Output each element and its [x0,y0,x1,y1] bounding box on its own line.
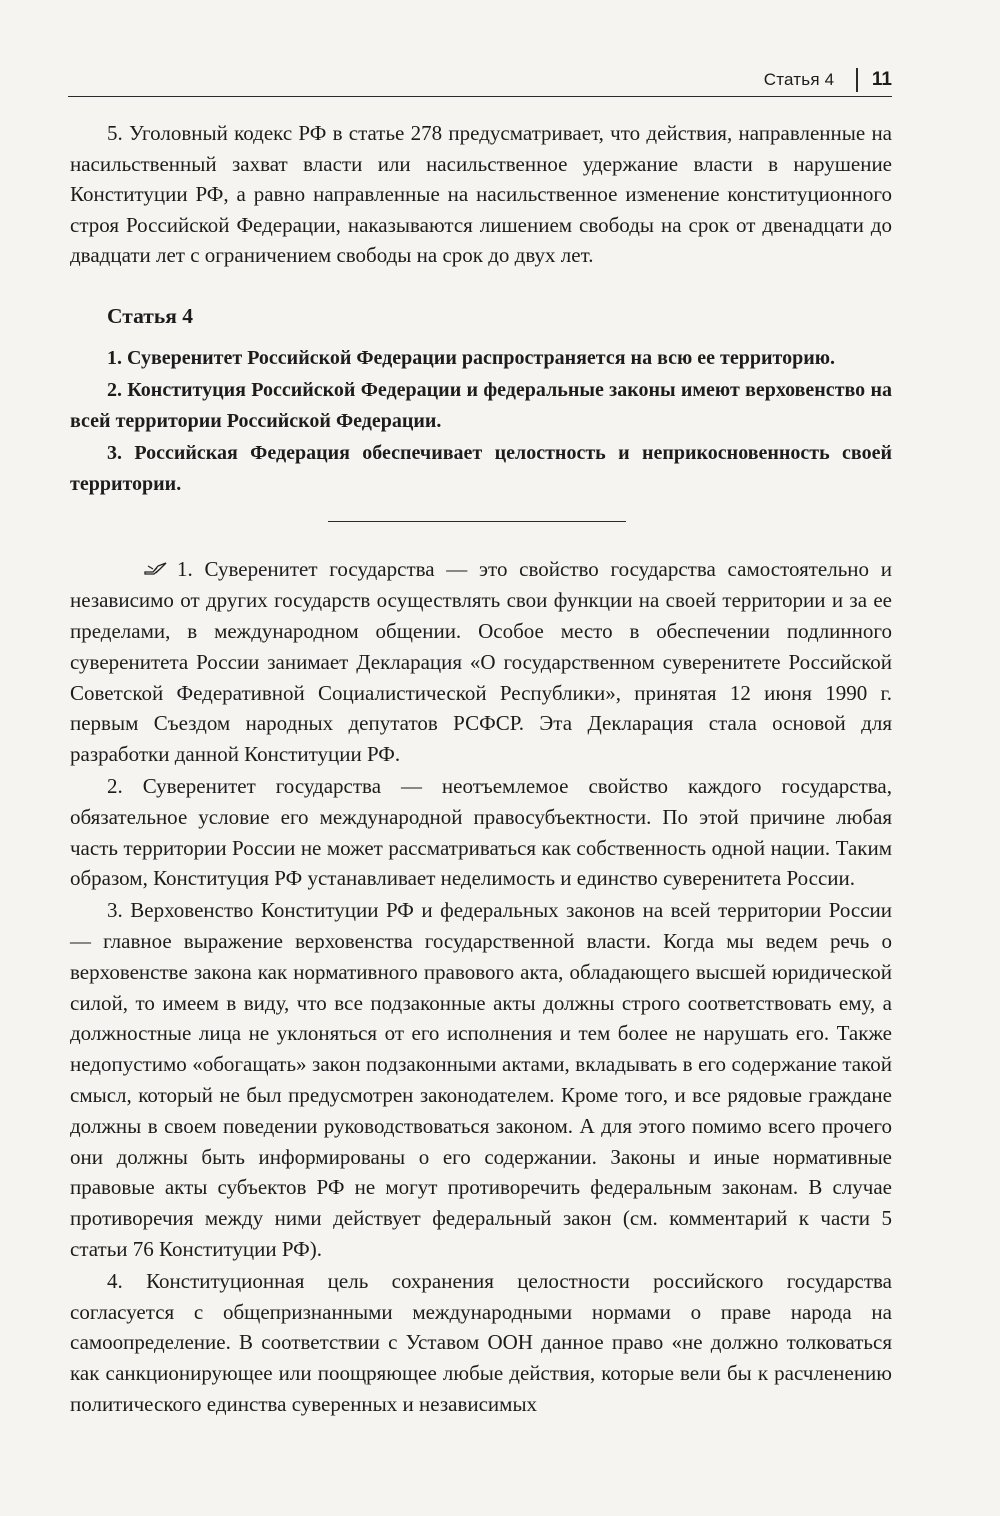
page-number: 11 [871,69,892,90]
commentary-paragraph [70,554,892,770]
pen-hand-icon [107,554,168,585]
commentary-paragraph: 2. Суверенитет государства — неотъемлемое свойство каждого государства, обязательное условие его международной правосубъектности. По этой причине любая часть территории России не может рассматриваться как собственность одной нации. Таким образом, Конституция РФ устанавливает неделимость и единство суверенитета России. [70,774,892,891]
article-items [70,343,892,500]
commentary-paragraph: 3. Верховенство Конституции РФ и федеральных законов на всей территории России — главное выражение верховенства государственной власти. Когда мы ведем речь о верховенстве закона как нормативного правового акта, обладающего высшей юридической силой, то имеем в виду, что все подзаконные акты должны строго соответствовать ему, а должностные лица не уклоняться от его исполнения и тем более не нарушать его. Также недопустимо «обогащать» закон подзаконными актами, вкладывать в его содержание такой смысл, который не был предусмотрен законодателем. Кроме того, и все рядовые граждане должны в своем поведении руководствоваться законом. А для этого помимо всего прочего они должны быть информированы о его содержании. Законы и иные нормативные правовые акты субъектов РФ не могут противоречить федеральным законам. В случае противоречия между ними действует федеральный закон (см. комментарий к части 5 статьи 76 Конституции РФ). [70,898,892,1261]
commentary [70,554,892,1419]
running-header [68,64,892,97]
header-separator [856,68,858,92]
section-label: Статья 4 [763,70,835,89]
article-item: 3. Российская Федерация обеспечивает целостность и неприкосновенность своей территории. [70,442,892,495]
commentary-text: 1. Суверенитет государства — это свойство государства самостоятельно и независимо от других государств осуществлять свои функции на своей территории и за ее пределами, в международном общении. Особое место в обеспечении подлинного суверенитета России занимает Декларация «О государственном суверенитете Российской Советской Федеративной Социалистической Республики», принятая 12 июня 1990 г. первым Съездом народных депутатов РСФСР. Эта Декларация стала основой для разработки данной Конституции РФ. [70,557,892,767]
article-item: 2. Конституция Российской Федерации и федеральные законы имеют верховенство на всей территории Российской Федерации. [70,379,892,432]
page-body [70,118,892,1420]
intro-paragraph-5: 5. Уголовный кодекс РФ в статье 278 предусматривает, что действия, направленные на насильственный захват власти или насильственное удержание власти в нарушение Конституции РФ, а равно направленные на насильственное изменение конституционного строя Российской Федерации, наказываются лишением свободы на срок от двенадцати до двадцати лет с ограничением свободы на срок до двух лет. [70,121,892,268]
divider-rule [328,521,626,522]
section-divider [70,499,892,554]
header-right [764,68,892,92]
article-item: 1. Суверенитет Российской Федерации распространяется на всю ее территорию. [107,346,835,369]
commentary-paragraph: 4. Конституционная цель сохранения целостности российского государства согласуется с общепризнанными международными нормами о праве народа на самоопределение. В соответствии с Уставом ООН данное право «не должно толковаться как санкционирующее или поощряющее любые действия, которые вели бы к расчленению политического единства суверенных и независимых [70,1268,892,1416]
article-title: Статья 4 [107,303,193,328]
